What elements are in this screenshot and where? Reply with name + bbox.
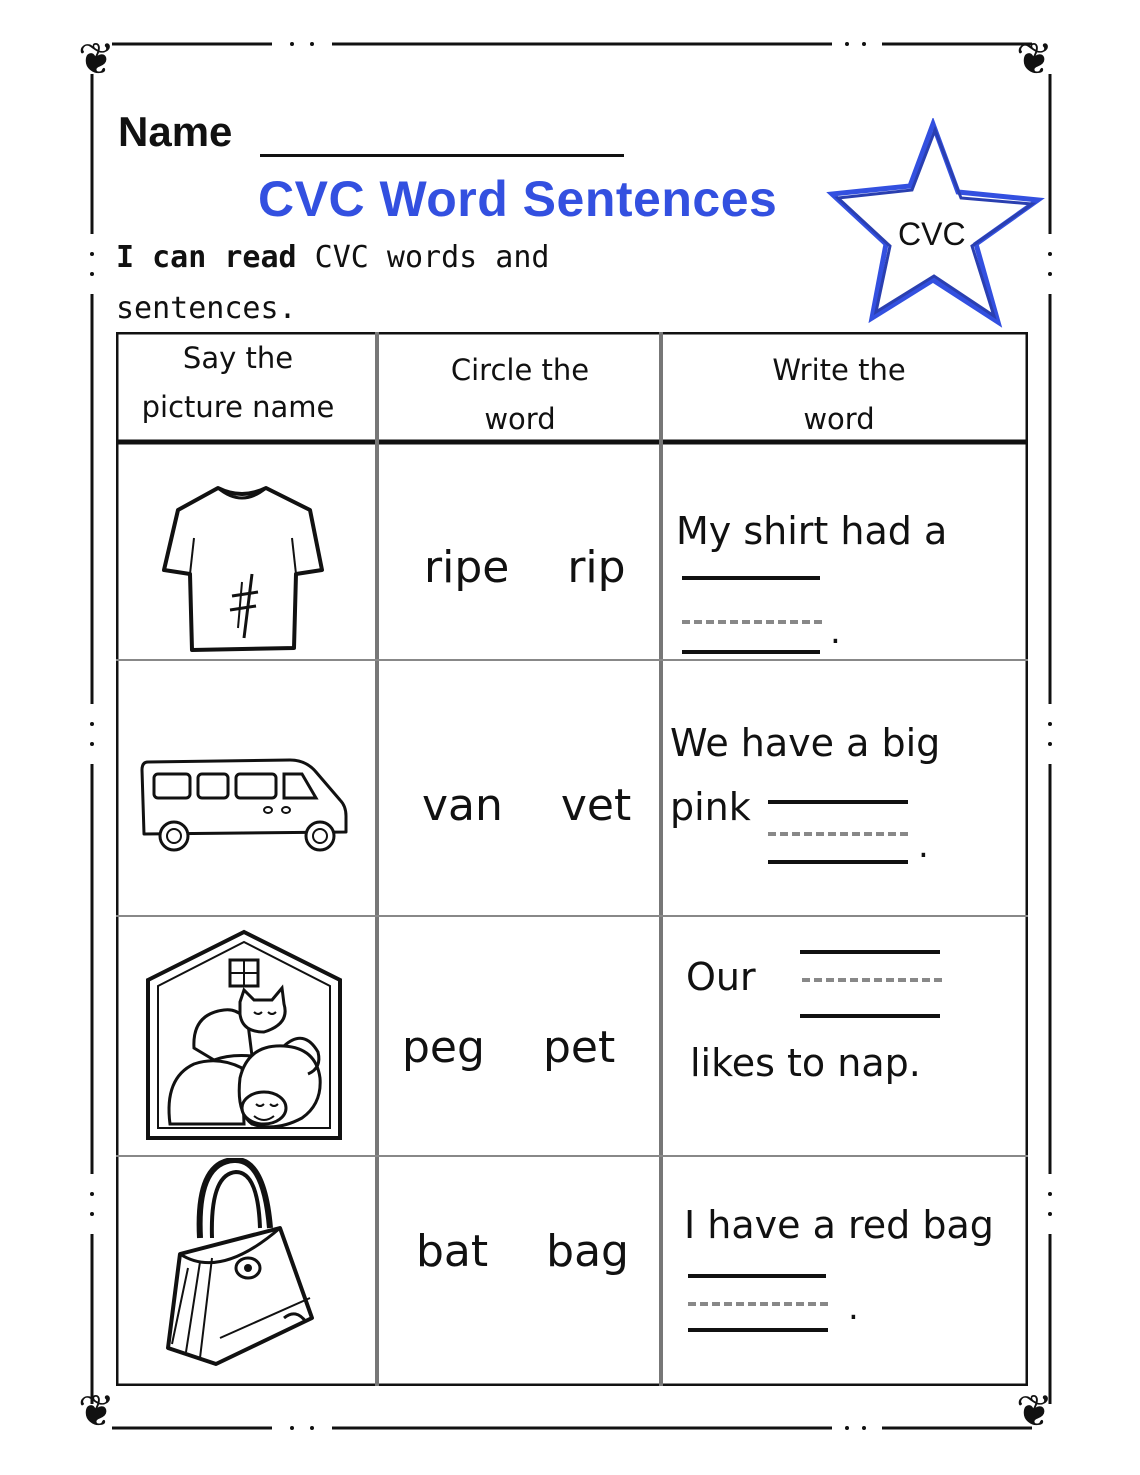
write-line-bottom[interactable] — [688, 1328, 828, 1332]
t-shirt-icon — [160, 478, 324, 658]
worksheet-title: CVC Word Sentences — [258, 171, 778, 227]
word-choices — [402, 1022, 615, 1073]
word-choice[interactable]: peg — [402, 1022, 485, 1073]
corner-ornament-icon: ❦ — [1016, 1386, 1053, 1437]
sentence-text: likes to nap. — [690, 1041, 921, 1085]
word-choices — [422, 780, 631, 831]
corner-ornament-icon: ❦ — [78, 1386, 115, 1437]
objective-bold: I can read — [116, 240, 297, 275]
word-choice[interactable]: vet — [560, 780, 632, 831]
header-line: word — [484, 402, 556, 436]
name-label: Name — [118, 108, 233, 155]
sentence-text: I have a red bag — [684, 1203, 994, 1247]
word-choices — [424, 542, 626, 593]
worksheet-table — [116, 332, 1028, 1386]
word-choice[interactable]: van — [422, 780, 503, 831]
column-header-circle — [378, 346, 662, 444]
header-line: Say the — [182, 341, 294, 375]
write-line-dashed[interactable] — [768, 832, 908, 836]
word-choice[interactable]: pet — [542, 1022, 616, 1073]
write-line-top[interactable] — [768, 800, 908, 804]
word-choice[interactable]: rip — [567, 542, 626, 593]
header-line: word — [803, 402, 875, 436]
sentence-period: . — [918, 826, 929, 866]
word-choice[interactable]: bat — [416, 1226, 489, 1277]
sentence-text: My shirt had a — [676, 509, 948, 553]
learning-objective — [116, 232, 676, 334]
pets-house-icon — [144, 928, 344, 1142]
handbag-icon — [160, 1158, 316, 1370]
sentence-text: We have a big — [670, 721, 941, 765]
write-line-bottom[interactable] — [768, 860, 908, 864]
sentence-text: Our — [686, 955, 756, 999]
write-line-dashed[interactable] — [802, 978, 942, 982]
header-line: picture name — [141, 390, 335, 424]
write-line-bottom[interactable] — [682, 650, 820, 654]
corner-ornament-icon: ❦ — [78, 34, 115, 85]
sentence-period: . — [830, 612, 841, 652]
write-line-dashed[interactable] — [682, 620, 822, 624]
corner-ornament-icon: ❦ — [1016, 34, 1053, 85]
word-choice[interactable]: ripe — [424, 542, 510, 593]
objective-text: CVC words and — [296, 240, 550, 275]
objective-text-line2: sentences. — [116, 291, 297, 326]
star-label: CVC — [898, 216, 966, 252]
write-line-top[interactable] — [688, 1274, 826, 1278]
write-line-top[interactable] — [682, 576, 820, 580]
header-line: Circle the — [450, 353, 590, 387]
name-write-line[interactable] — [260, 154, 624, 157]
write-line-dashed[interactable] — [688, 1302, 828, 1306]
word-choices — [416, 1226, 629, 1277]
write-line-bottom[interactable] — [800, 1014, 940, 1018]
write-line-top[interactable] — [800, 950, 940, 954]
sentence-period: . — [848, 1288, 859, 1328]
van-icon — [140, 752, 352, 858]
sentence-text: pink — [670, 785, 751, 829]
word-choice[interactable]: bag — [546, 1226, 629, 1277]
header-line: Write the — [772, 353, 906, 387]
column-header-picture — [116, 334, 360, 432]
column-header-write — [662, 346, 1016, 444]
